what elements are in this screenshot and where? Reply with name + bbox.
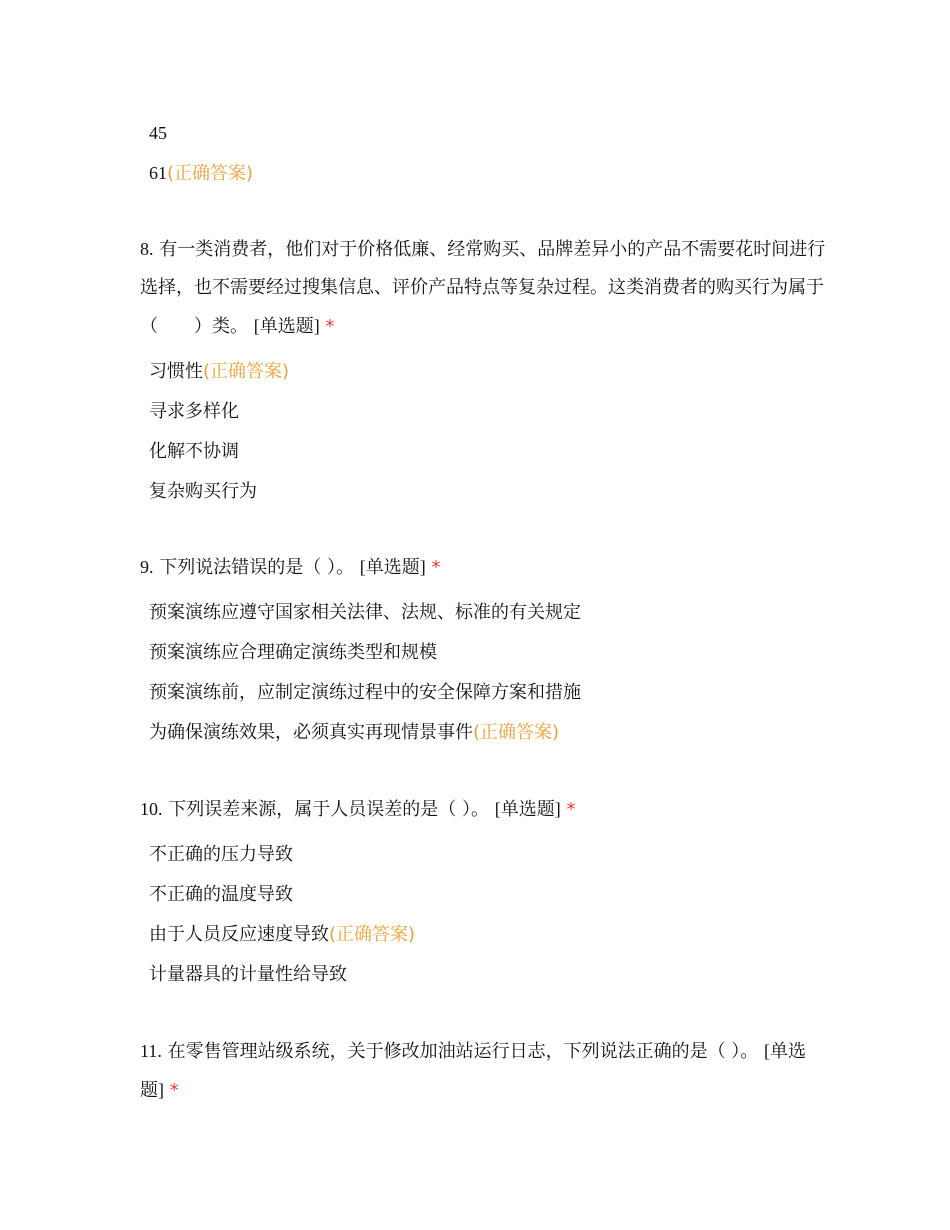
option-text: 45 xyxy=(149,123,167,143)
question-type: [单选题] xyxy=(140,1041,807,1100)
required-asterisk: * xyxy=(566,799,576,820)
required-asterisk: * xyxy=(325,316,335,337)
question-9-option[interactable]: 预案演练应遵守国家相关法律、法规、标准的有关规定 xyxy=(149,602,581,623)
question-type: [单选题] xyxy=(359,557,426,577)
required-asterisk: * xyxy=(431,557,441,578)
question-10-title: 10. 下列误差来源，属于人员误差的是（ ）。 [单选题] * xyxy=(140,799,576,820)
question-9-option[interactable]: 为确保演练效果，必须真实再现情景事件(正确答案) xyxy=(149,722,560,743)
question-8-option[interactable]: 寻求多样化 xyxy=(149,401,239,422)
question-type: [单选题] xyxy=(253,316,320,336)
option-text: 61 xyxy=(149,163,167,183)
question-8-option[interactable]: 习惯性(正确答案) xyxy=(149,361,290,382)
question-9-title: 9. 下列说法错误的是（ ）。 [单选题] * xyxy=(140,557,441,578)
question-11-title: 11. 在零售管理站级系统，关于修改加油站运行日志，下列说法正确的是（ ）。 [单选题] * xyxy=(140,1041,807,1101)
option-45[interactable] xyxy=(149,122,167,145)
question-8-title: 8. 有一类消费者，他们对于价格低廉、经常购买、品牌差异小的产品不需要花时间进行选择，也不需要经过搜集信息、评价产品特点等复杂过程。这类消费者的购买行为属于 （ ）类。 [单选题] * xyxy=(140,239,826,337)
correct-answer-label: (正确答案) xyxy=(329,924,416,945)
correct-answer-label: (正确答案) xyxy=(473,722,560,743)
question-8-option[interactable]: 化解不协调 xyxy=(149,441,239,462)
option-61[interactable] xyxy=(149,162,253,185)
question-10-option[interactable]: 由于人员反应速度导致(正确答案) xyxy=(149,924,416,945)
required-asterisk: * xyxy=(169,1080,179,1101)
question-10-option[interactable]: 计量器具的计量性给导致 xyxy=(149,964,347,985)
question-9-option[interactable]: 预案演练应合理确定演练类型和规模 xyxy=(149,642,437,663)
question-type: [单选题] xyxy=(494,799,561,819)
correct-answer-label: (正确答案) xyxy=(167,163,254,184)
correct-answer-label: (正确答案) xyxy=(203,361,290,382)
question-9-option[interactable]: 预案演练前，应制定演练过程中的安全保障方案和措施 xyxy=(149,682,581,703)
question-8-option[interactable]: 复杂购买行为 xyxy=(149,481,257,502)
question-10-option[interactable]: 不正确的温度导致 xyxy=(149,884,293,905)
question-10-option[interactable]: 不正确的压力导致 xyxy=(149,844,293,865)
